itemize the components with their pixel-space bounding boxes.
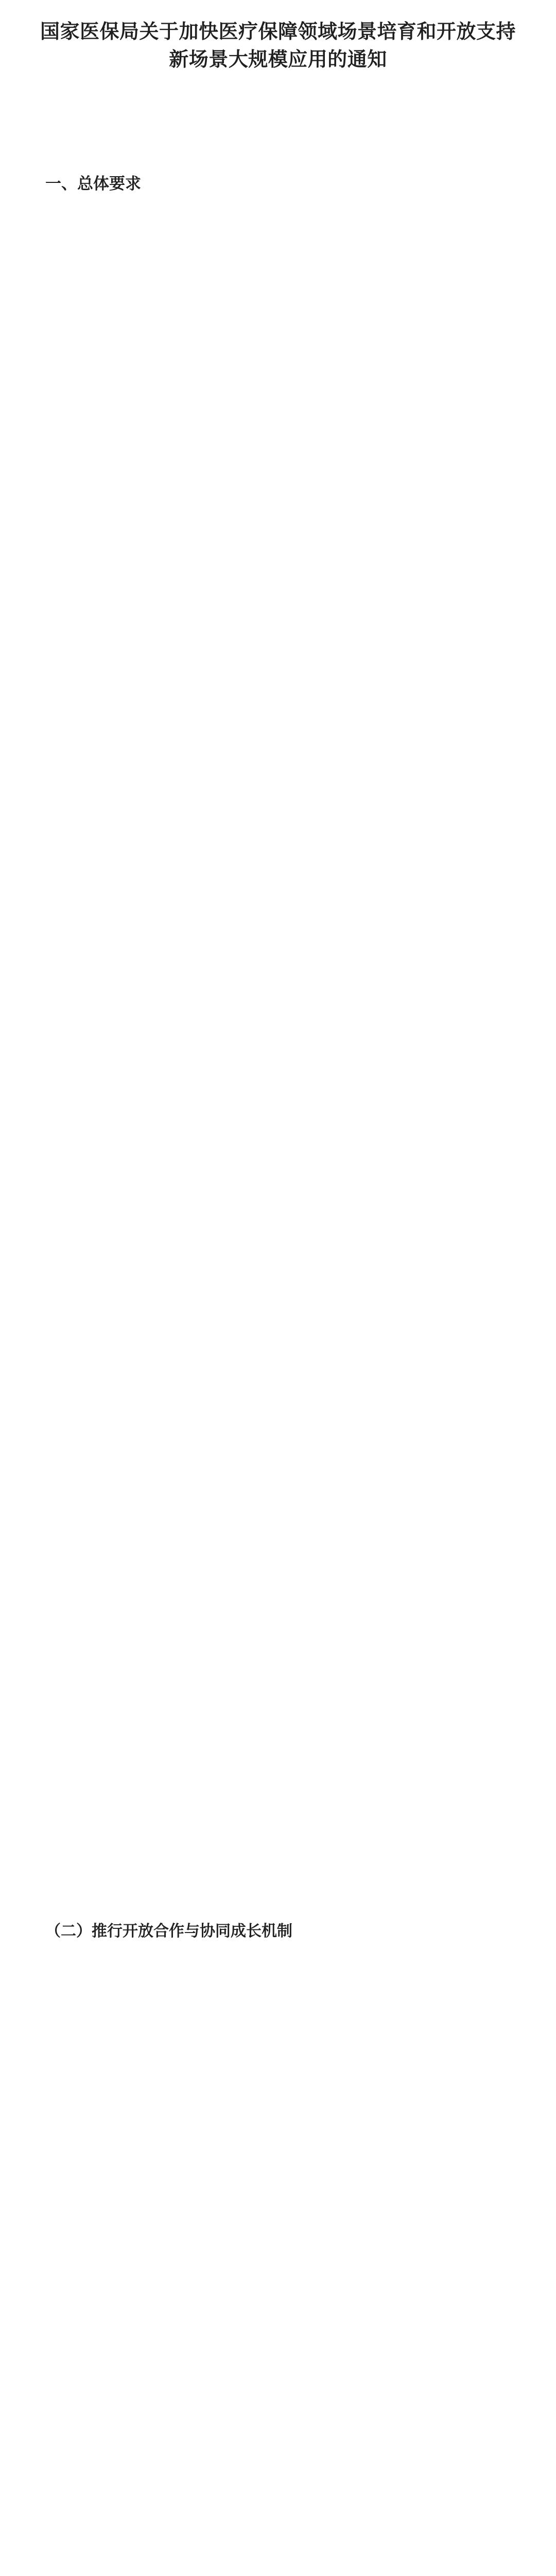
section-heading-general-requirements: 一、总体要求 bbox=[45, 175, 141, 193]
section-heading-collaborative-growth: （二）推行开放合作与协同成长机制 bbox=[45, 1922, 292, 1940]
document-title: 国家医保局关于加快医疗保障领域场景培育和开放支持新场景大规模应用的通知 bbox=[40, 20, 516, 71]
